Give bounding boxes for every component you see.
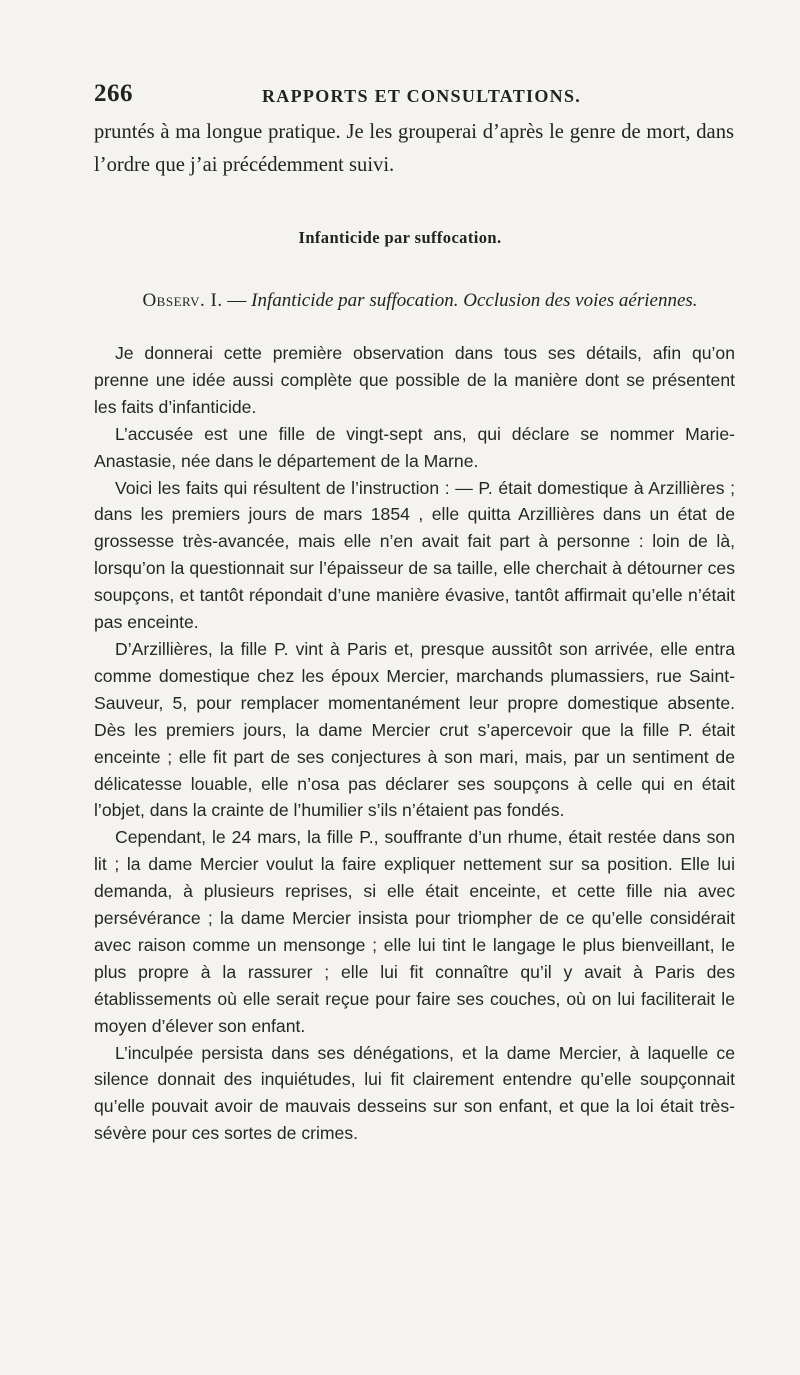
paragraph: Je donnerai cette première observation dans tous ses détails, afin qu’on prenne une idée aussi complète que possible de la manière dont se présentent les faits d’infanticide.	[94, 343, 735, 417]
observation-title: Infanticide par suffocation. Occlusion des voies aériennes.	[251, 290, 698, 311]
body-text	[94, 340, 735, 1147]
paragraph: Cependant, le 24 mars, la fille P., souffrante d’un rhume, était restée dans son lit ; la dame Mercier voulut la faire expliquer nettement sur sa position. Elle lui demanda, à plusieurs reprises, si elle était enceinte, et cette fille nia avec persévérance ; la dame Mercier insista pour triompher de ce qu’elle considérait avec raison comme un mensonge ; elle lui tint le langage le plus bienveillant, le plus propre à la rassurer ; elle lui fit connaître qu’il y avait à Paris des établissements où elle serait reçue pour faire ses couches, où on lui faciliterait le moyen d’élever son enfant.	[94, 827, 735, 1036]
paragraph: L’inculpée persista dans ses dénégations, et la dame Mercier, à laquelle ce silence donnait des inquiétudes, lui fit clairement entendre qu’elle soupçonnait qu’elle pouvait avoir de mauvais desseins sur son enfant, et que la loi était très-sévère pour ces sortes de crimes.	[94, 1042, 735, 1144]
observation-heading	[110, 286, 730, 316]
section-heading: Infanticide par suffocation.	[298, 228, 502, 247]
intro-paragraph: pruntés à ma longue pratique. Je les grouperai d’après le genre de mort, dans l’ordre que j’ai précédemment suivi.	[94, 121, 734, 176]
page-number: 266	[94, 80, 133, 107]
page-header	[94, 80, 734, 110]
paragraph: D’Arzillières, la fille P. vint à Paris et, presque aussitôt son arrivée, elle entra comme domestique chez les époux Mercier, marchands plumassiers, rue Saint-Sauveur, 5, pour remplacer momentanément leur propre domestique absente. Dès les premiers jours, la dame Mercier crut s’apercevoir que la fille P. était enceinte ; elle fit part de ses conjectures à son mari, mais, par un sentiment de délicatesse louable, elle n’osa pas déclarer ses soupçons à celle qui en était l’objet, dans la crainte de l’humilier s’ils n’étaient pas fondés.	[94, 638, 735, 821]
observation-dash: —	[222, 290, 252, 311]
running-head: RAPPORTS ET CONSULTATIONS.	[262, 86, 582, 106]
paragraph: L’accusée est une fille de vingt-sept ans, qui déclare se nommer Marie-Anastasie, née dans le département de la Marne.	[94, 423, 735, 471]
paragraph: Voici les faits qui résultent de l’instruction : — P. était domestique à Arzillières ; dans les premiers jours de mars 1854 , elle quitta Arzillières dans un état de grossesse très-avancée, mais elle n’en avait fait part à personne : loin de là, lorsqu’on la questionnait sur l’épaisseur de sa taille, elle cherchait à détourner ces soupçons, et tantôt répondait d’une manière évasive, tantôt affirmait qu’elle n’était pas enceinte.	[94, 477, 735, 633]
observation-label: Observ. I.	[142, 290, 223, 311]
